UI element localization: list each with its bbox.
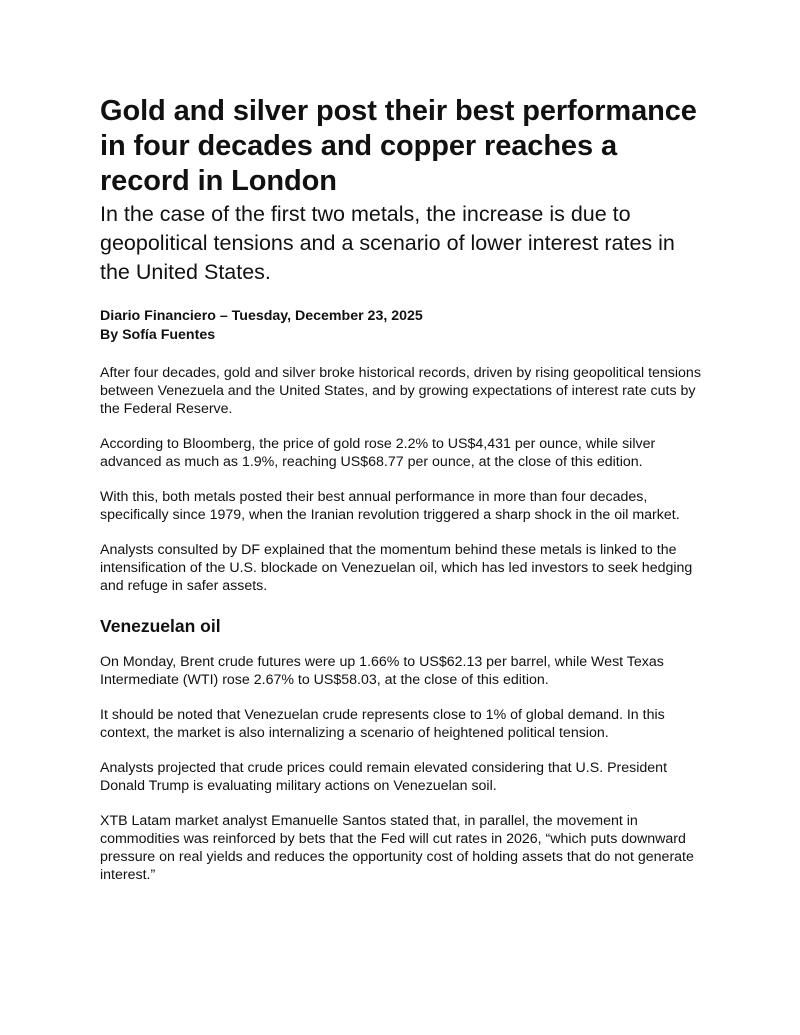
- article-meta: [100, 307, 705, 345]
- article: [100, 94, 705, 884]
- article-body: [100, 364, 705, 595]
- paragraph: Analysts projected that crude prices could remain elevated considering that U.S. President Donald Trump is evaluating military actions on Venezuelan soil.: [100, 760, 668, 794]
- paragraph: With this, both metals posted their best annual performance in more than four decades, specifically since 1979, when the Iranian revolution triggered a sharp shock in the oil market.: [100, 489, 680, 523]
- paragraph: After four decades, gold and silver broke historical records, driven by rising geopolitical tensions between Venezuela and the United States, and by growing expectations of interest rate cuts by the Federal Reserve.: [100, 365, 701, 417]
- paragraph: XTB Latam market analyst Emanuelle Santos stated that, in parallel, the movement in commodities was reinforced by bets that the Fed will cut rates in 2026, “which puts downward pressure on real yields and reduces the opportunity cost of holding assets that do not generate interest.”: [100, 813, 694, 883]
- paragraph: Analysts consulted by DF explained that the momentum behind these metals is linked to the intensification of the U.S. blockade on Venezuelan oil, which has led investors to seek hedging and refuge in safer assets.: [100, 542, 693, 594]
- headline: Gold and silver post their best performance in four decades and copper reaches a record in London: [100, 95, 697, 197]
- byline: By Sofía Fuentes: [100, 327, 216, 343]
- paragraph: According to Bloomberg, the price of gold rose 2.2% to US$4,431 per ounce, while silver advanced as much as 1.9%, reaching US$68.77 per ounce, at the close of this edition.: [100, 436, 656, 470]
- subheadline: In the case of the first two metals, the increase is due to geopolitical tensions and a scenario of lower interest rates in the United States.: [100, 202, 675, 284]
- section-body: [100, 653, 705, 884]
- dateline: Diario Financiero – Tuesday, December 23, 2025: [100, 308, 423, 324]
- paragraph: On Monday, Brent crude futures were up 1.66% to US$62.13 per barrel, while West Texas Intermediate (WTI) rose 2.67% to US$58.03, at the close of this edition.: [100, 654, 664, 688]
- paragraph: It should be noted that Venezuelan crude represents close to 1% of global demand. In this context, the market is also internalizing a scenario of heightened political tension.: [100, 707, 665, 741]
- section-title: Venezuelan oil: [100, 616, 221, 636]
